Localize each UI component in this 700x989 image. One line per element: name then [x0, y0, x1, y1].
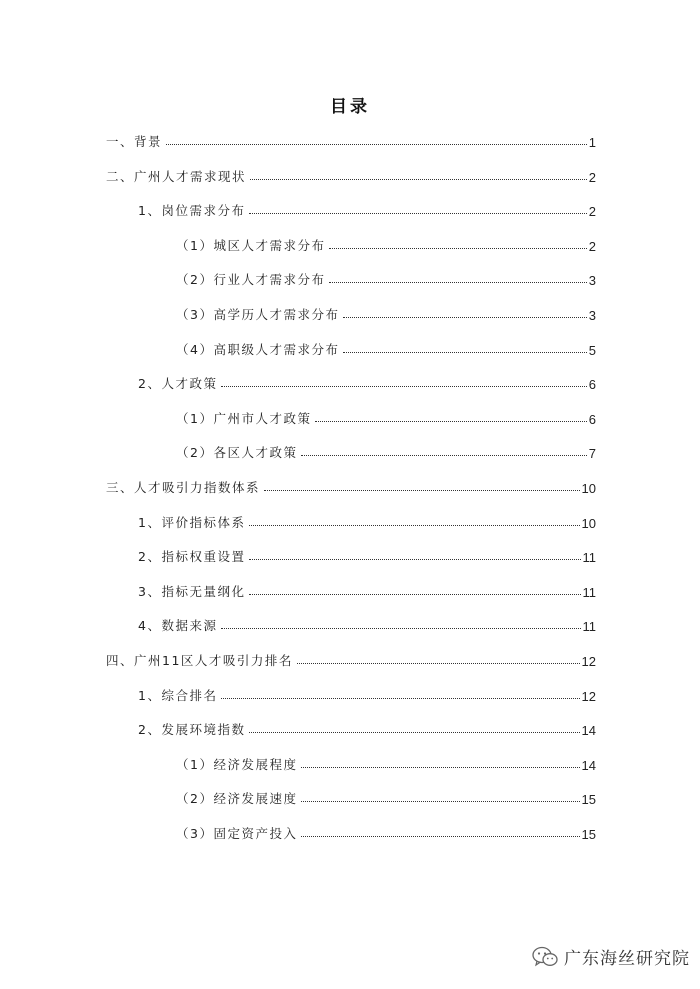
toc-leader-dots [329, 247, 586, 249]
toc-entry[interactable] [138, 612, 596, 634]
toc-leader-dots [249, 524, 579, 526]
toc-leader-dots [343, 351, 586, 353]
toc-entry-page: 2 [588, 238, 596, 254]
toc-entry-page: 6 [588, 377, 596, 393]
toc-entry-label: 2、指标权重设置 [138, 549, 246, 565]
toc-leader-dots [301, 835, 579, 837]
toc-leader-dots [343, 316, 586, 318]
toc-entry-label: 1、评价指标体系 [138, 514, 246, 530]
toc-entry[interactable] [138, 197, 596, 219]
toc-entry-label: （3）高学历人才需求分布 [176, 307, 340, 322]
toc-entry-label: （1）经济发展程度 [176, 756, 298, 772]
toc-entry-label: 3、指标无量纲化 [138, 583, 246, 599]
toc-leader-dots [329, 281, 586, 283]
toc-entry-page: 1 [588, 135, 596, 150]
toc-entry-page: 12 [581, 688, 596, 704]
toc-entry-label: （2）各区人才政策 [176, 445, 298, 461]
toc-leader-dots [249, 212, 586, 214]
toc-leader-dots [166, 143, 587, 145]
toc-entry-label: 四、广州11区人才吸引力排名 [106, 653, 293, 668]
toc-entry-label: （2）行业人才需求分布 [176, 272, 326, 288]
watermark [532, 944, 690, 969]
toc-leader-dots [221, 697, 579, 699]
toc-entry-page: 6 [588, 411, 596, 427]
toc-entry[interactable] [176, 266, 596, 288]
page-title: 目录 [330, 97, 370, 117]
toc-entry-label: 1、岗位需求分布 [138, 203, 246, 219]
toc-entry[interactable] [176, 301, 596, 323]
toc-entry[interactable] [106, 474, 596, 496]
toc-leader-dots [264, 489, 580, 491]
toc-entry-page: 3 [588, 308, 596, 323]
toc-entry-label: 2、发展环境指数 [138, 722, 246, 738]
toc-leader-dots [301, 766, 579, 768]
toc-leader-dots [250, 178, 587, 180]
toc-entry-page: 2 [588, 169, 596, 185]
toc-entry[interactable] [138, 543, 596, 565]
toc-entry-page: 7 [588, 446, 596, 462]
toc-entry[interactable] [176, 232, 596, 254]
toc-leader-dots [221, 627, 580, 629]
toc-entry-page: 14 [581, 723, 596, 739]
toc-entry[interactable] [176, 751, 596, 773]
toc-entry-page: 5 [588, 342, 596, 358]
toc-entry-page: 10 [581, 481, 596, 496]
toc-leader-dots [301, 800, 579, 802]
toc-entry-page: 15 [581, 827, 596, 842]
toc-entry-label: （2）经济发展速度 [176, 791, 298, 807]
toc-entry-label: 一、背景 [106, 134, 163, 149]
toc-entry-label: 2、人才政策 [138, 376, 218, 392]
toc-entry-page: 11 [582, 619, 596, 635]
toc-entry[interactable] [138, 509, 596, 531]
toc-leader-dots [297, 662, 580, 664]
toc-entry-page: 3 [588, 273, 596, 289]
watermark-text: 广东海丝研究院 [564, 949, 690, 969]
toc-entry-label: 二、广州人才需求现状 [106, 168, 247, 184]
toc-entry-label: （1）广州市人才政策 [176, 410, 312, 426]
toc-entry[interactable] [138, 716, 596, 738]
toc-leader-dots [301, 454, 586, 456]
toc-leader-dots [315, 420, 586, 422]
toc-entry[interactable] [176, 439, 596, 461]
toc-leader-dots [249, 593, 580, 595]
toc-entry[interactable] [138, 578, 596, 600]
toc-entry[interactable] [176, 785, 596, 807]
toc-entry-page: 11 [582, 550, 596, 566]
toc-entry[interactable] [138, 370, 596, 392]
toc-entry-page: 2 [588, 204, 596, 220]
toc-leader-dots [221, 385, 586, 387]
toc-entry-page: 12 [581, 654, 596, 669]
toc-entry[interactable] [176, 820, 596, 842]
toc-entry-label: （3）固定资产投入 [176, 826, 298, 841]
toc-entry-page: 10 [581, 515, 596, 531]
toc-entry-label: 4、数据来源 [138, 618, 218, 634]
toc-leader-dots [249, 558, 580, 560]
toc-entry[interactable] [138, 682, 596, 704]
wechat-icon [532, 946, 558, 968]
toc-entry-page: 11 [582, 584, 596, 600]
toc-entry[interactable] [106, 128, 596, 150]
toc-entry[interactable] [106, 647, 596, 669]
toc-leader-dots [249, 731, 579, 733]
toc-entry[interactable] [106, 163, 596, 185]
toc-entry-page: 14 [581, 757, 596, 773]
toc-entry-label: （4）高职级人才需求分布 [176, 341, 340, 357]
toc-entry-label: （1）城区人才需求分布 [176, 237, 326, 253]
toc-entry-label: 三、人才吸引力指数体系 [106, 480, 261, 495]
toc-entry[interactable] [176, 405, 596, 427]
toc-entry[interactable] [176, 336, 596, 358]
toc-entry-label: 1、综合排名 [138, 687, 218, 703]
toc-entry-page: 15 [581, 792, 596, 808]
